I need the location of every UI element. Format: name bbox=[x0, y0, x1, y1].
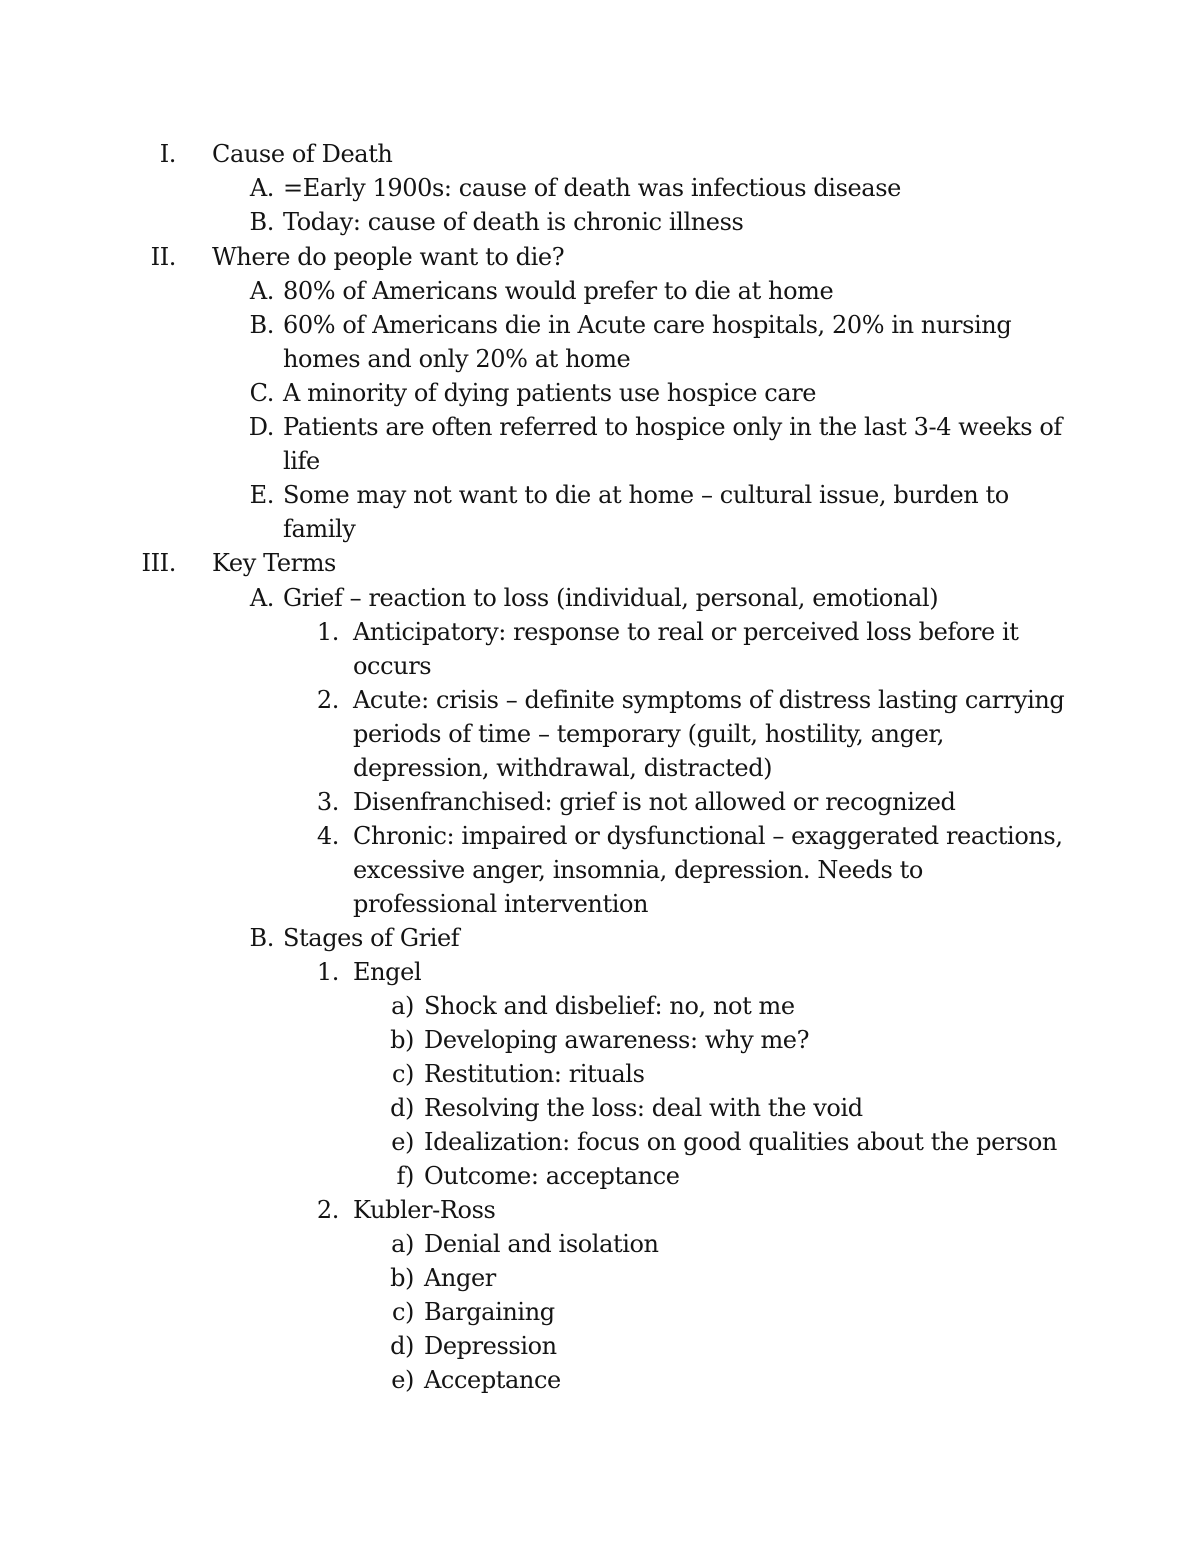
item-text: family bbox=[283, 515, 356, 543]
outline-item bbox=[0, 615, 1200, 649]
outline-item-continuation bbox=[0, 887, 1200, 921]
item-marker: b) bbox=[390, 1026, 414, 1054]
item-marker: 1. bbox=[316, 958, 339, 986]
outline-item-continuation bbox=[0, 342, 1200, 376]
item-marker: C. bbox=[249, 379, 274, 407]
item-marker: b) bbox=[390, 1264, 414, 1292]
item-text: Anger bbox=[424, 1264, 496, 1292]
item-marker: d) bbox=[390, 1332, 414, 1360]
outline-item bbox=[0, 546, 1200, 580]
item-marker: e) bbox=[391, 1366, 414, 1394]
outline-item-continuation bbox=[0, 717, 1200, 751]
outline-item bbox=[0, 955, 1200, 989]
item-text: Acceptance bbox=[424, 1366, 561, 1394]
item-marker: 2. bbox=[316, 686, 339, 714]
outline-item bbox=[0, 1057, 1200, 1091]
item-text: =Early 1900s: cause of death was infectious disease bbox=[283, 174, 901, 202]
item-text: Chronic: impaired or dysfunctional – exaggerated reactions, bbox=[353, 822, 1063, 850]
item-text: Cause of Death bbox=[212, 140, 393, 168]
outline-item bbox=[0, 1261, 1200, 1295]
outline-item-continuation bbox=[0, 444, 1200, 478]
item-text: Key Terms bbox=[212, 549, 336, 577]
item-marker: e) bbox=[391, 1128, 414, 1156]
outline-item bbox=[0, 1363, 1200, 1397]
item-text: Today: cause of death is chronic illness bbox=[283, 208, 744, 236]
item-text: Engel bbox=[353, 958, 422, 986]
item-text: Where do people want to die? bbox=[212, 243, 565, 271]
item-marker: A. bbox=[249, 277, 274, 305]
item-marker: 3. bbox=[316, 788, 339, 816]
item-marker: E. bbox=[249, 481, 274, 509]
item-marker: d) bbox=[390, 1094, 414, 1122]
item-text: Restitution: rituals bbox=[424, 1060, 645, 1088]
outline-item bbox=[0, 478, 1200, 512]
outline-item bbox=[0, 1023, 1200, 1057]
outline-item-continuation bbox=[0, 853, 1200, 887]
item-marker: 1. bbox=[316, 618, 339, 646]
outline-item-continuation bbox=[0, 649, 1200, 683]
outline-item bbox=[0, 1295, 1200, 1329]
outline-item bbox=[0, 1193, 1200, 1227]
item-text: Kubler-Ross bbox=[353, 1196, 496, 1224]
item-marker: II. bbox=[150, 243, 176, 271]
item-text: Bargaining bbox=[424, 1298, 555, 1326]
outline-item bbox=[0, 581, 1200, 615]
outline-item bbox=[0, 819, 1200, 853]
outline-item bbox=[0, 240, 1200, 274]
item-marker: c) bbox=[391, 1298, 414, 1326]
item-text: Idealization: focus on good qualities about the person bbox=[424, 1128, 1057, 1156]
outline-item bbox=[0, 1227, 1200, 1261]
item-text: Denial and isolation bbox=[424, 1230, 659, 1258]
item-text: Stages of Grief bbox=[283, 924, 460, 952]
item-marker: a) bbox=[391, 1230, 414, 1258]
outline-item bbox=[0, 1329, 1200, 1363]
item-text: excessive anger, insomnia, depression. Needs to bbox=[353, 856, 923, 884]
item-text: occurs bbox=[353, 652, 432, 680]
outline-item bbox=[0, 205, 1200, 239]
outline-item bbox=[0, 308, 1200, 342]
outline-item bbox=[0, 171, 1200, 205]
item-marker: A. bbox=[249, 584, 274, 612]
item-text: 80% of Americans would prefer to die at home bbox=[283, 277, 834, 305]
outline-item bbox=[0, 921, 1200, 955]
item-marker: III. bbox=[141, 549, 176, 577]
item-text: Resolving the loss: deal with the void bbox=[424, 1094, 863, 1122]
outline-item bbox=[0, 1159, 1200, 1193]
outline-item bbox=[0, 274, 1200, 308]
item-marker: I. bbox=[159, 140, 176, 168]
item-text: Some may not want to die at home – cultural issue, burden to bbox=[283, 481, 1009, 509]
item-text: depression, withdrawal, distracted) bbox=[353, 754, 773, 782]
outline-item-continuation bbox=[0, 512, 1200, 546]
item-marker: B. bbox=[249, 311, 274, 339]
item-marker: c) bbox=[391, 1060, 414, 1088]
item-marker: 2. bbox=[316, 1196, 339, 1224]
item-text: Outcome: acceptance bbox=[424, 1162, 680, 1190]
outline-item bbox=[0, 410, 1200, 444]
outline-item bbox=[0, 137, 1200, 171]
outline-item-continuation bbox=[0, 751, 1200, 785]
item-text: Depression bbox=[424, 1332, 557, 1360]
item-marker: B. bbox=[249, 924, 274, 952]
item-text: Acute: crisis – definite symptoms of distress lasting carrying bbox=[353, 686, 1065, 714]
item-marker: a) bbox=[391, 992, 414, 1020]
outline-item bbox=[0, 989, 1200, 1023]
outline-item bbox=[0, 1091, 1200, 1125]
item-marker: D. bbox=[248, 413, 274, 441]
item-text: A minority of dying patients use hospice care bbox=[283, 379, 817, 407]
item-marker: f) bbox=[396, 1162, 414, 1190]
item-text: Shock and disbelief: no, not me bbox=[424, 992, 795, 1020]
item-text: professional intervention bbox=[353, 890, 649, 918]
item-marker: A. bbox=[249, 174, 274, 202]
item-text: 60% of Americans die in Acute care hospitals, 20% in nursing bbox=[283, 311, 1012, 339]
item-text: periods of time – temporary (guilt, hostility, anger, bbox=[353, 720, 945, 748]
item-text: Grief – reaction to loss (individual, personal, emotional) bbox=[283, 584, 939, 612]
outline-item bbox=[0, 785, 1200, 819]
item-marker: B. bbox=[249, 208, 274, 236]
item-text: Developing awareness: why me? bbox=[424, 1026, 810, 1054]
item-text: homes and only 20% at home bbox=[283, 345, 631, 373]
item-text: Disenfranchised: grief is not allowed or recognized bbox=[353, 788, 956, 816]
outline-item bbox=[0, 376, 1200, 410]
item-text: life bbox=[283, 447, 320, 475]
item-text: Patients are often referred to hospice only in the last 3-4 weeks of bbox=[283, 413, 1062, 441]
item-marker: 4. bbox=[316, 822, 339, 850]
item-text: Anticipatory: response to real or perceived loss before it bbox=[353, 618, 1019, 646]
outline-item bbox=[0, 1125, 1200, 1159]
outline-item bbox=[0, 683, 1200, 717]
